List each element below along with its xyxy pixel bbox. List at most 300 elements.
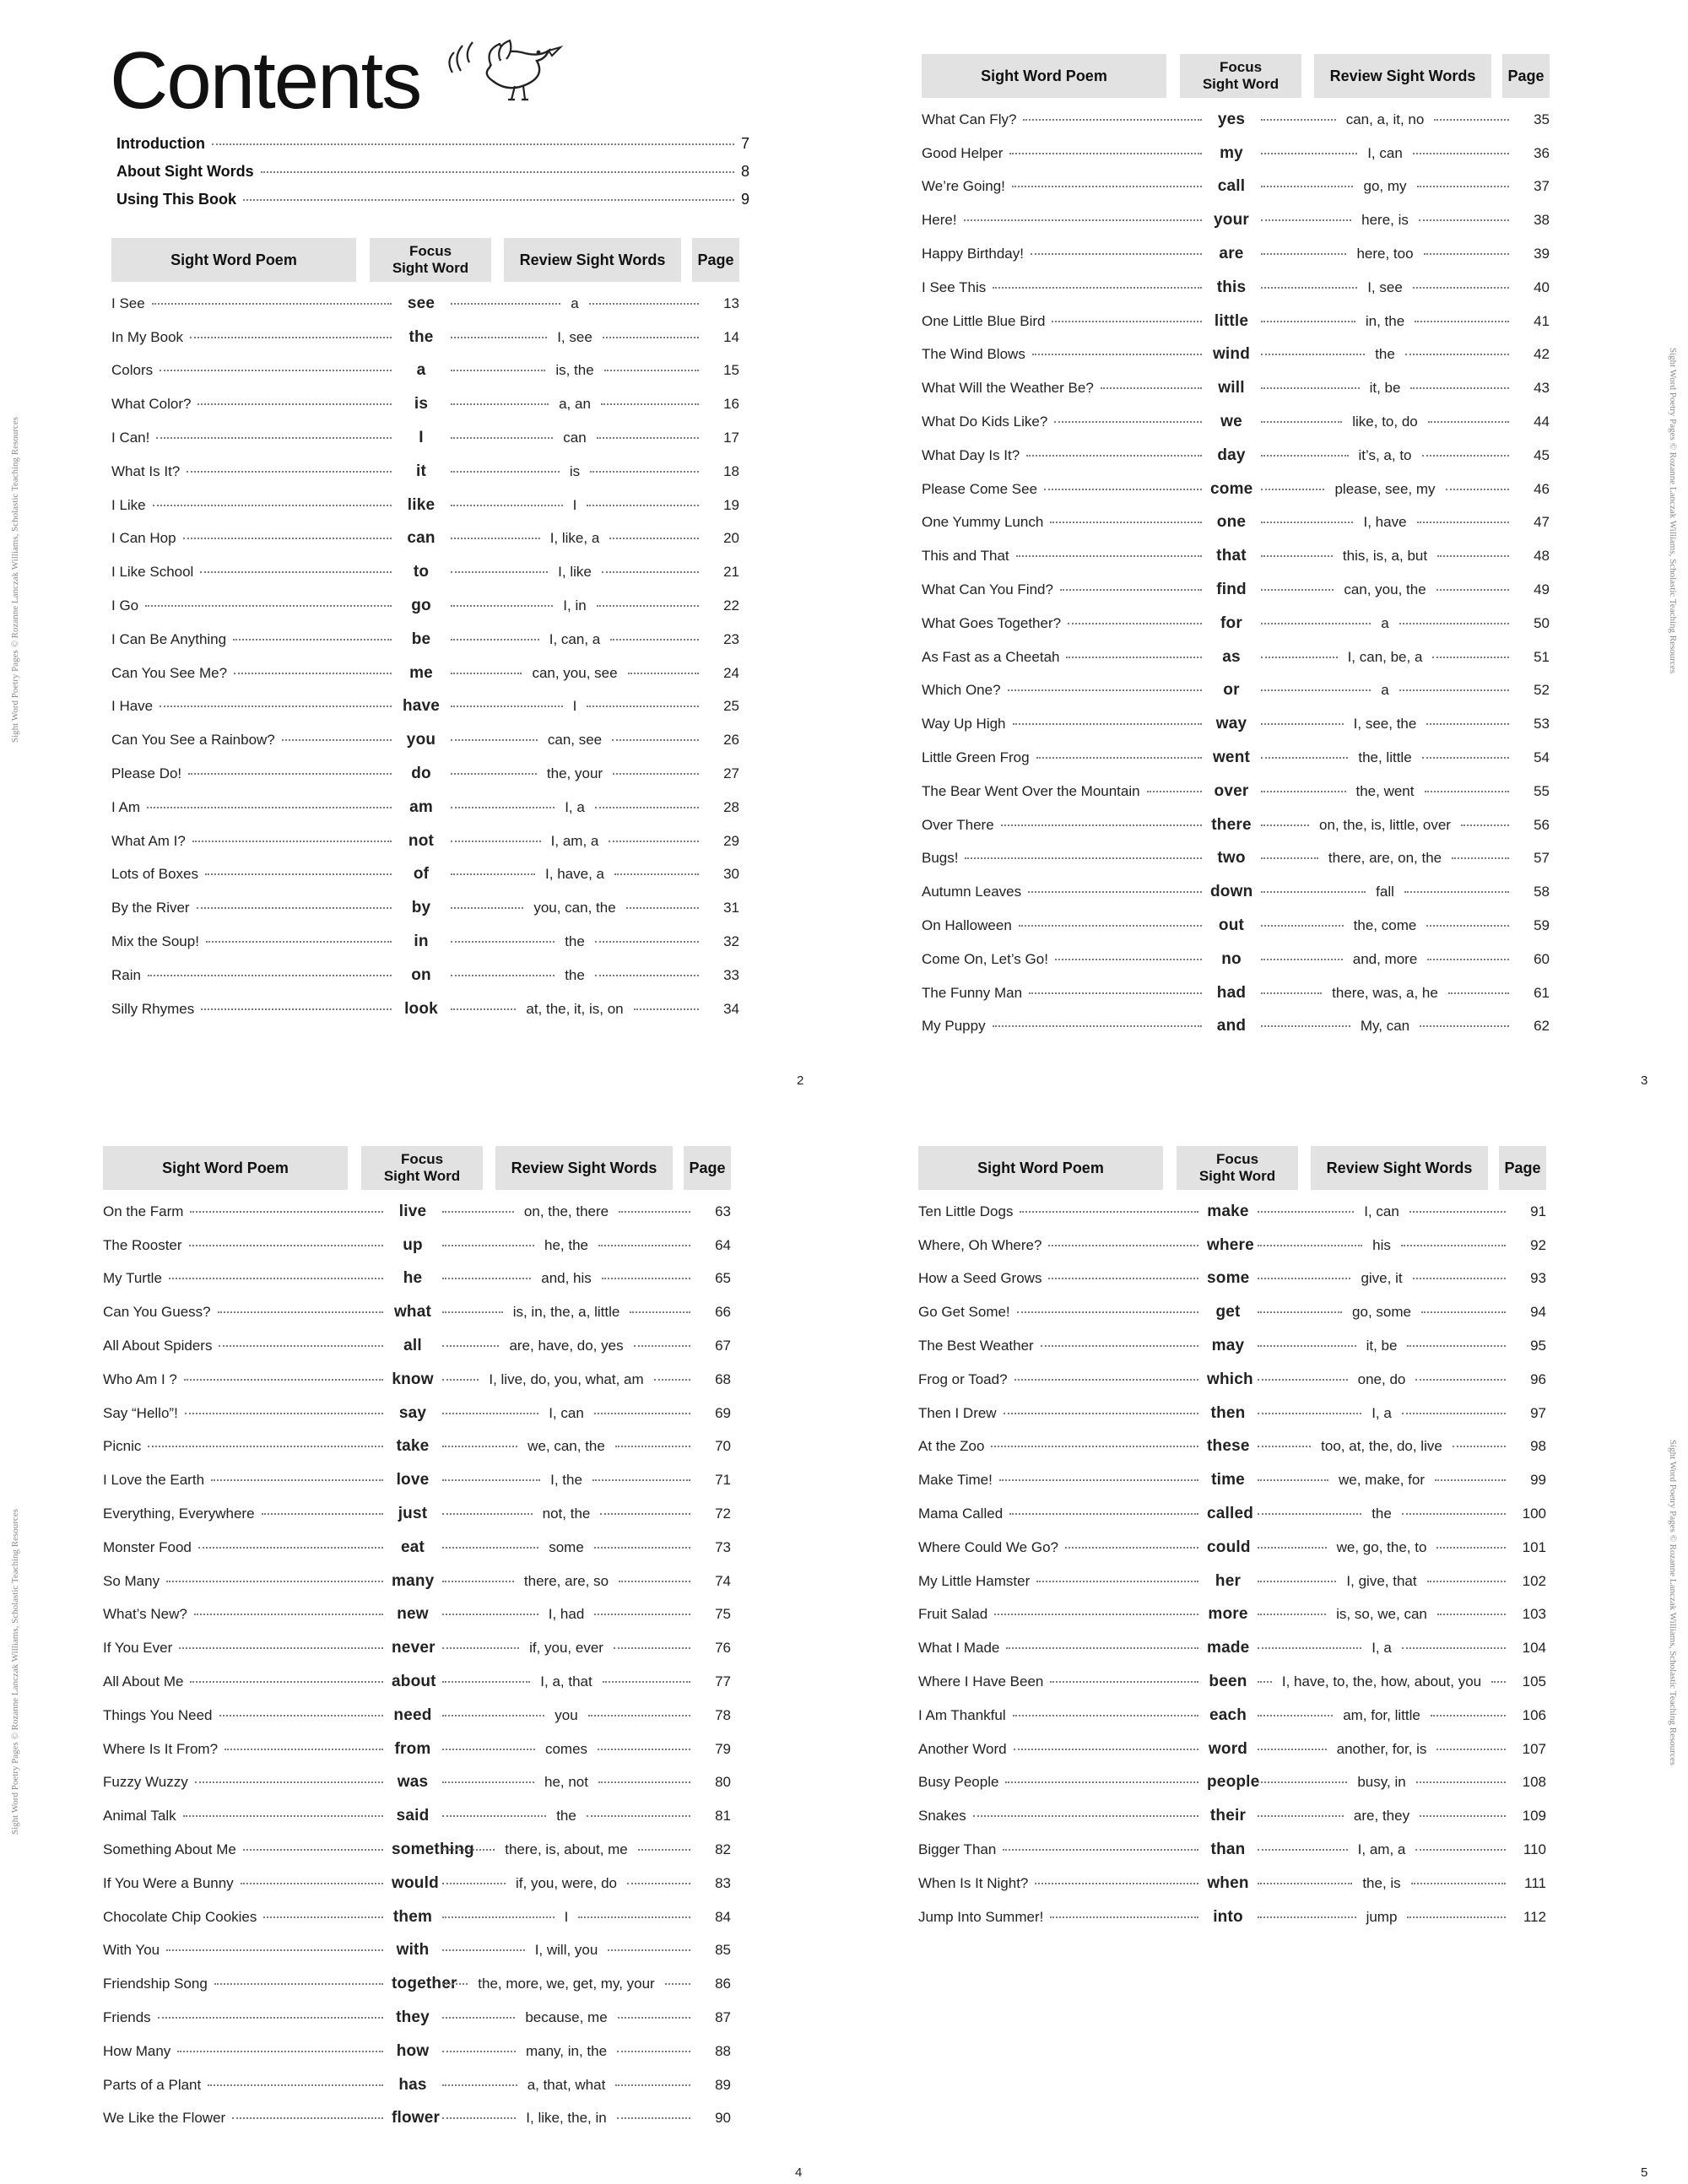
table-row[interactable]	[918, 1430, 1627, 1464]
poem-page-number: 53	[1534, 716, 1550, 733]
poem-page-number: 30	[723, 866, 739, 883]
focus-word: as	[1222, 647, 1241, 666]
table-row[interactable]	[922, 473, 1631, 506]
poem-title: Jump Into Summer!	[918, 1908, 1044, 1925]
poem-title: My Turtle	[103, 1270, 162, 1287]
poem-page-number: 23	[723, 630, 739, 647]
table-row[interactable]	[103, 1229, 812, 1262]
column-header-poem[interactable]: Sight Word Poem	[922, 54, 1166, 98]
table-row[interactable]	[918, 1329, 1627, 1363]
table-row[interactable]	[103, 2102, 812, 2136]
focus-word: two	[1217, 849, 1246, 868]
poem-title: Lots of Boxes	[111, 866, 199, 883]
review-words: I, can	[1367, 144, 1403, 161]
poem-page-number: 110	[1523, 1841, 1546, 1858]
poem-page-number: 38	[1534, 212, 1550, 229]
focus-word: about	[392, 1673, 436, 1691]
table-row[interactable]	[918, 1631, 1627, 1665]
table-row[interactable]	[918, 1598, 1627, 1632]
table-row[interactable]	[111, 321, 820, 354]
focus-word: new	[397, 1605, 429, 1624]
review-words: the	[565, 933, 585, 950]
review-words: busy, in	[1357, 1774, 1406, 1791]
focus-word: from	[394, 1739, 431, 1758]
table-row[interactable]	[111, 757, 820, 791]
review-words: jump	[1366, 1908, 1398, 1925]
focus-word: you	[406, 731, 436, 749]
focus-word: can	[407, 529, 436, 548]
poem-page-number: 42	[1534, 346, 1550, 363]
poem-page-number: 112	[1523, 1908, 1546, 1925]
table-row[interactable]	[922, 573, 1631, 607]
column-header-poem[interactable]: Sight Word Poem	[918, 1146, 1163, 1190]
review-words: I, see	[1367, 278, 1403, 295]
focus-word: something	[392, 1841, 474, 1859]
review-words: I, have	[1363, 514, 1407, 531]
column-header-review[interactable]: Review Sight Words	[504, 238, 681, 282]
poem-title: Busy People	[918, 1774, 999, 1791]
table-row[interactable]	[918, 1733, 1627, 1766]
poem-page-number: 100	[1522, 1506, 1546, 1522]
poem-page-number: 108	[1522, 1774, 1546, 1791]
table-row[interactable]	[111, 959, 820, 992]
table-row[interactable]	[918, 1867, 1627, 1900]
table-row[interactable]	[111, 791, 820, 824]
table-row[interactable]	[922, 741, 1631, 775]
poem-title: What Day Is It?	[922, 446, 1020, 463]
poem-page-number: 17	[723, 430, 739, 446]
poem-title: Monster Food	[103, 1538, 192, 1555]
table-row[interactable]	[103, 1598, 812, 1632]
focus-word: up	[403, 1235, 423, 1254]
poem-page-number: 35	[1534, 111, 1550, 127]
poem-title: I Like	[111, 496, 146, 513]
review-words: My, can	[1360, 1018, 1410, 1035]
poem-page-number: 107	[1522, 1740, 1546, 1757]
table-row[interactable]	[918, 1665, 1627, 1699]
table-row[interactable]	[918, 1295, 1627, 1329]
table-row[interactable]	[922, 305, 1631, 338]
side-credit: Sight Word Poetry Pages © Rozanne Lanczak Williams, Scholastic Teaching Resources	[1668, 1440, 1678, 1765]
column-header-page[interactable]: Page	[1499, 1146, 1546, 1190]
review-words: I, can, a	[549, 630, 601, 647]
review-words: is, in, the, a, little	[512, 1304, 620, 1321]
review-words: if, you, ever	[529, 1640, 603, 1657]
table-row[interactable]	[111, 858, 820, 892]
table-row[interactable]	[103, 1195, 812, 1229]
focus-word: it	[415, 462, 426, 480]
table-row[interactable]	[922, 137, 1631, 170]
table-row[interactable]	[103, 1699, 812, 1733]
focus-word: day	[1217, 446, 1246, 464]
table-row[interactable]	[922, 103, 1631, 137]
poem-title: I See	[111, 295, 145, 311]
poem-page-number: 73	[715, 1538, 731, 1555]
table-row[interactable]	[103, 1497, 812, 1531]
poem-title: Which One?	[922, 682, 1001, 699]
poem-title: Fuzzy Wuzzy	[103, 1774, 188, 1791]
table-row[interactable]	[111, 824, 820, 858]
table-row[interactable]	[922, 170, 1631, 204]
focus-word: went	[1212, 749, 1251, 767]
table-row[interactable]	[103, 1531, 812, 1565]
poem-page-number: 57	[1534, 850, 1550, 867]
table-row[interactable]	[103, 2035, 812, 2068]
table-row[interactable]	[918, 1565, 1627, 1598]
table-row[interactable]	[111, 992, 820, 1026]
focus-word: your	[1214, 211, 1249, 230]
table-row[interactable]	[918, 1363, 1627, 1397]
focus-word: have	[402, 697, 441, 716]
poem-page-number: 68	[715, 1370, 731, 1387]
focus-word: do	[411, 765, 431, 783]
table-row[interactable]	[922, 707, 1631, 741]
poem-title: Go Get Some!	[918, 1304, 1010, 1321]
review-words: here, too	[1356, 246, 1414, 262]
table-row[interactable]	[922, 1010, 1631, 1044]
table-row[interactable]	[103, 1665, 812, 1699]
poem-title: With You	[103, 1942, 160, 1959]
column-header-focus[interactable]	[1180, 54, 1301, 98]
focus-word: the	[408, 327, 434, 346]
poem-page-number: 91	[1530, 1203, 1546, 1219]
intro-item[interactable]: Introduction 7	[116, 135, 749, 152]
poem-title: Fruit Salad	[918, 1606, 988, 1623]
table-row[interactable]	[922, 237, 1631, 271]
poem-page-number: 87	[715, 2009, 731, 2026]
focus-word: is	[414, 395, 429, 414]
poem-title: Come On, Let’s Go!	[922, 950, 1048, 967]
table-row[interactable]	[111, 287, 820, 321]
table-row[interactable]	[103, 1833, 812, 1867]
focus-word: know	[392, 1370, 434, 1388]
poem-title: Ten Little Dogs	[918, 1203, 1014, 1219]
poem-title: I Can Hop	[111, 530, 176, 547]
table-row[interactable]	[922, 338, 1631, 372]
review-words: and, his	[541, 1270, 592, 1287]
table-row[interactable]	[103, 1799, 812, 1833]
table-row[interactable]	[922, 607, 1631, 641]
table-row[interactable]	[103, 1934, 812, 1968]
column-header-focus[interactable]	[1177, 1146, 1298, 1190]
review-words: I, am, a	[1357, 1841, 1406, 1858]
table-row[interactable]	[103, 1463, 812, 1497]
focus-word: many	[392, 1571, 435, 1590]
focus-word: could	[1207, 1538, 1251, 1556]
table-row[interactable]	[103, 1262, 812, 1296]
table-row[interactable]	[922, 539, 1631, 573]
focus-word: people	[1207, 1773, 1260, 1792]
focus-word: which	[1207, 1370, 1253, 1388]
poem-title: What Can Fly?	[922, 111, 1017, 127]
poem-title: I Am	[111, 798, 141, 815]
poem-title: What Color?	[111, 396, 192, 413]
column-header-poem[interactable]: Sight Word Poem	[103, 1146, 348, 1190]
focus-word: then	[1210, 1403, 1246, 1422]
poem-title: What Am I?	[111, 832, 186, 849]
focus-word: call	[1217, 177, 1246, 196]
table-row[interactable]	[922, 371, 1631, 405]
poem-page-number: 32	[723, 933, 739, 950]
poem-page-number: 75	[715, 1606, 731, 1623]
poem-page-number: 98	[1530, 1438, 1546, 1455]
focus-word: each	[1209, 1706, 1247, 1724]
table-row[interactable]	[111, 489, 820, 522]
poem-title: Where Could We Go?	[918, 1538, 1058, 1555]
review-words: it’s, a, to	[1358, 446, 1412, 463]
table-row[interactable]	[922, 875, 1631, 909]
review-words: the	[556, 1808, 576, 1825]
review-words: I, a	[565, 798, 585, 815]
poem-title: Another Word	[918, 1740, 1007, 1757]
poem-title: On Halloween	[922, 917, 1012, 934]
review-words: I, see	[557, 328, 592, 345]
table-row[interactable]	[918, 1262, 1627, 1296]
table-row[interactable]	[918, 1699, 1627, 1733]
table-row[interactable]	[103, 2068, 812, 2102]
focus-word: may	[1211, 1337, 1245, 1355]
focus-word: find	[1216, 581, 1247, 599]
focus-word: what	[393, 1303, 432, 1322]
focus-word: in	[414, 933, 429, 951]
focus-word: way	[1215, 715, 1247, 733]
column-header-focus-line1: Focus	[400, 1151, 444, 1167]
poem-title: We’re Going!	[922, 178, 1005, 195]
table-row[interactable]	[922, 405, 1631, 439]
column-header-page[interactable]: Page	[684, 1146, 731, 1190]
table-row[interactable]	[918, 1833, 1627, 1867]
column-header-focus-line1: Focus	[408, 243, 452, 259]
page-title: Contents	[110, 35, 421, 126]
table-row[interactable]	[103, 1329, 812, 1363]
review-words: there, was, a, he	[1332, 984, 1438, 1001]
review-words: one, do	[1357, 1370, 1406, 1387]
focus-word: this	[1216, 278, 1247, 296]
poem-title: I Like School	[111, 564, 194, 581]
table-row[interactable]	[922, 909, 1631, 943]
table-row[interactable]	[103, 2001, 812, 2035]
poem-page-number: 31	[723, 900, 739, 916]
poem-title: Colors	[111, 362, 154, 379]
table-row[interactable]	[103, 1867, 812, 1900]
table-row[interactable]	[111, 690, 820, 724]
poem-page-number: 22	[723, 597, 739, 614]
review-words: the	[565, 966, 585, 983]
poem-title: We Like the Flower	[103, 2110, 226, 2127]
table-row[interactable]	[103, 1397, 812, 1430]
review-words: fall	[1376, 884, 1394, 900]
poem-page-number: 64	[715, 1236, 731, 1253]
table-row[interactable]	[918, 1531, 1627, 1565]
focus-word: see	[407, 294, 436, 312]
review-words: in, the	[1365, 312, 1405, 329]
page-4	[0, 1092, 844, 2184]
poem-title: Mix the Soup!	[111, 933, 199, 950]
poem-page-number: 97	[1530, 1404, 1546, 1421]
table-row[interactable]	[922, 674, 1631, 708]
table-row[interactable]	[111, 522, 820, 556]
table-row[interactable]	[922, 641, 1631, 674]
poem-page-number: 65	[715, 1270, 731, 1287]
table-row[interactable]	[922, 506, 1631, 540]
review-words: on, the, there	[523, 1203, 609, 1219]
table-row[interactable]	[922, 842, 1631, 876]
poem-title: Rain	[111, 966, 141, 983]
review-words: can, you, see	[532, 664, 618, 681]
review-words: I, in	[563, 597, 587, 614]
table-row[interactable]	[103, 1766, 812, 1800]
poem-title: I Can Be Anything	[111, 630, 227, 647]
table-row[interactable]	[111, 387, 820, 421]
review-words: I, a, that	[540, 1673, 592, 1690]
table-row[interactable]	[918, 1463, 1627, 1497]
column-header-review[interactable]: Review Sight Words	[495, 1146, 673, 1190]
side-credit: Sight Word Poetry Pages © Rozanne Lanczak Williams, Scholastic Teaching Resources	[1668, 348, 1678, 673]
review-words: this, is, a, but	[1342, 548, 1428, 565]
table-row[interactable]	[111, 623, 820, 657]
table-header	[111, 238, 820, 282]
poem-title: The Wind Blows	[922, 346, 1025, 363]
review-words: we, make, for	[1338, 1472, 1426, 1489]
review-words: a	[1381, 614, 1389, 631]
table-row[interactable]	[918, 1766, 1627, 1800]
contents-header	[110, 34, 574, 126]
table-row[interactable]	[922, 203, 1631, 237]
poem-title: Animal Talk	[103, 1808, 176, 1825]
focus-word: look	[404, 999, 438, 1018]
review-words: I, like, the, in	[526, 2110, 607, 2127]
table-row[interactable]	[111, 354, 820, 388]
column-header-poem[interactable]: Sight Word Poem	[111, 238, 356, 282]
poem-title: Parts of a Plant	[103, 2076, 202, 2093]
review-words: on, the, is, little, over	[1319, 816, 1451, 833]
poem-page-number: 40	[1534, 278, 1550, 295]
table-header	[918, 1146, 1627, 1190]
poem-title: On the Farm	[103, 1203, 184, 1219]
column-header-review[interactable]: Review Sight Words	[1311, 1146, 1488, 1190]
review-words: I, am, a	[550, 832, 599, 849]
side-credit: Sight Word Poetry Pages © Rozanne Lanczak Williams, Scholastic Teaching Resources	[10, 1509, 20, 1835]
table-row[interactable]	[111, 891, 820, 925]
table-row[interactable]	[111, 555, 820, 589]
table-row[interactable]	[918, 1497, 1627, 1531]
review-words: because, me	[525, 2009, 608, 2026]
poem-page-number: 49	[1534, 581, 1550, 598]
focus-word: over	[1214, 781, 1249, 800]
table-row[interactable]	[918, 1229, 1627, 1262]
focus-word: take	[396, 1437, 430, 1456]
table-row[interactable]	[922, 439, 1631, 473]
poem-page-number: 102	[1522, 1572, 1546, 1589]
review-words: a, that, what	[527, 2076, 606, 2093]
poem-page-number: 82	[715, 1841, 731, 1858]
table-row[interactable]	[111, 421, 820, 455]
focus-word: live	[398, 1202, 427, 1220]
focus-word: not	[408, 831, 435, 850]
column-header-page[interactable]: Page	[692, 238, 739, 282]
focus-word: down	[1210, 883, 1253, 901]
poem-title: I Have	[111, 698, 154, 715]
table-row[interactable]	[103, 1295, 812, 1329]
table-row[interactable]	[922, 271, 1631, 305]
column-header-focus-line2: Sight Word	[1198, 1168, 1276, 1184]
poem-page-number: 43	[1534, 380, 1550, 397]
intro-item[interactable]: About Sight Words 8	[116, 163, 749, 180]
page-number: 2	[797, 1073, 804, 1088]
poem-page-number: 46	[1534, 480, 1550, 497]
table-row[interactable]	[103, 1565, 812, 1598]
table-row[interactable]	[111, 657, 820, 690]
poem-page-number: 19	[723, 496, 739, 513]
table-row[interactable]	[111, 455, 820, 489]
focus-word: am	[409, 797, 433, 816]
focus-word: a	[416, 361, 426, 380]
poem-page-number: 93	[1530, 1270, 1546, 1287]
poem-title: Something About Me	[103, 1841, 236, 1858]
column-header-page[interactable]: Page	[1502, 54, 1550, 98]
table-row[interactable]	[922, 808, 1631, 842]
poem-page-number: 78	[715, 1706, 731, 1723]
bird-icon	[439, 34, 574, 110]
poem-page-number: 60	[1534, 950, 1550, 967]
table-row[interactable]	[922, 775, 1631, 808]
poem-title: Way Up High	[922, 716, 1006, 733]
table-row[interactable]	[918, 1195, 1627, 1229]
column-header-review[interactable]: Review Sight Words	[1314, 54, 1491, 98]
table-row[interactable]	[922, 943, 1631, 976]
column-header-focus[interactable]	[361, 1146, 483, 1190]
poem-page-number: 41	[1534, 312, 1550, 329]
poem-title: I Love the Earth	[103, 1472, 205, 1489]
table-row[interactable]	[918, 1900, 1627, 1934]
table-row[interactable]	[918, 1799, 1627, 1833]
focus-word: on	[411, 965, 431, 984]
poem-title: The Best Weather	[918, 1338, 1034, 1354]
table-row[interactable]	[103, 1733, 812, 1766]
review-words: comes	[544, 1740, 588, 1757]
review-words: it, be	[1366, 1338, 1398, 1354]
column-header-focus[interactable]	[370, 238, 491, 282]
table-row[interactable]	[103, 1631, 812, 1665]
poem-title: Where Is It From?	[103, 1740, 219, 1757]
table-row[interactable]	[922, 976, 1631, 1010]
poem-page-number: 85	[715, 1942, 731, 1959]
intro-item[interactable]: Using This Book 9	[116, 191, 749, 208]
table-row[interactable]	[111, 925, 820, 959]
focus-word: her	[1215, 1571, 1242, 1590]
table-row[interactable]	[111, 589, 820, 623]
poem-page-number: 50	[1534, 614, 1550, 631]
focus-word: than	[1210, 1841, 1246, 1859]
table-row[interactable]	[918, 1397, 1627, 1430]
poem-title: So Many	[103, 1572, 160, 1589]
poem-page-number: 99	[1530, 1472, 1546, 1489]
poem-page-number: 105	[1522, 1673, 1546, 1690]
table-row[interactable]	[111, 723, 820, 757]
review-words: the, is	[1362, 1874, 1401, 1891]
poem-page-number: 58	[1534, 884, 1550, 900]
table-row[interactable]	[103, 1900, 812, 1934]
review-words: give, it	[1361, 1270, 1403, 1287]
table-row[interactable]	[103, 1363, 812, 1397]
review-words: I	[572, 698, 577, 715]
poem-title: Say “Hello”!	[103, 1404, 178, 1421]
table-row[interactable]	[103, 1967, 812, 2001]
review-words: you	[555, 1706, 578, 1723]
table-row[interactable]	[103, 1430, 812, 1464]
review-words: a	[571, 295, 579, 311]
poem-page-number: 103	[1522, 1606, 1546, 1623]
